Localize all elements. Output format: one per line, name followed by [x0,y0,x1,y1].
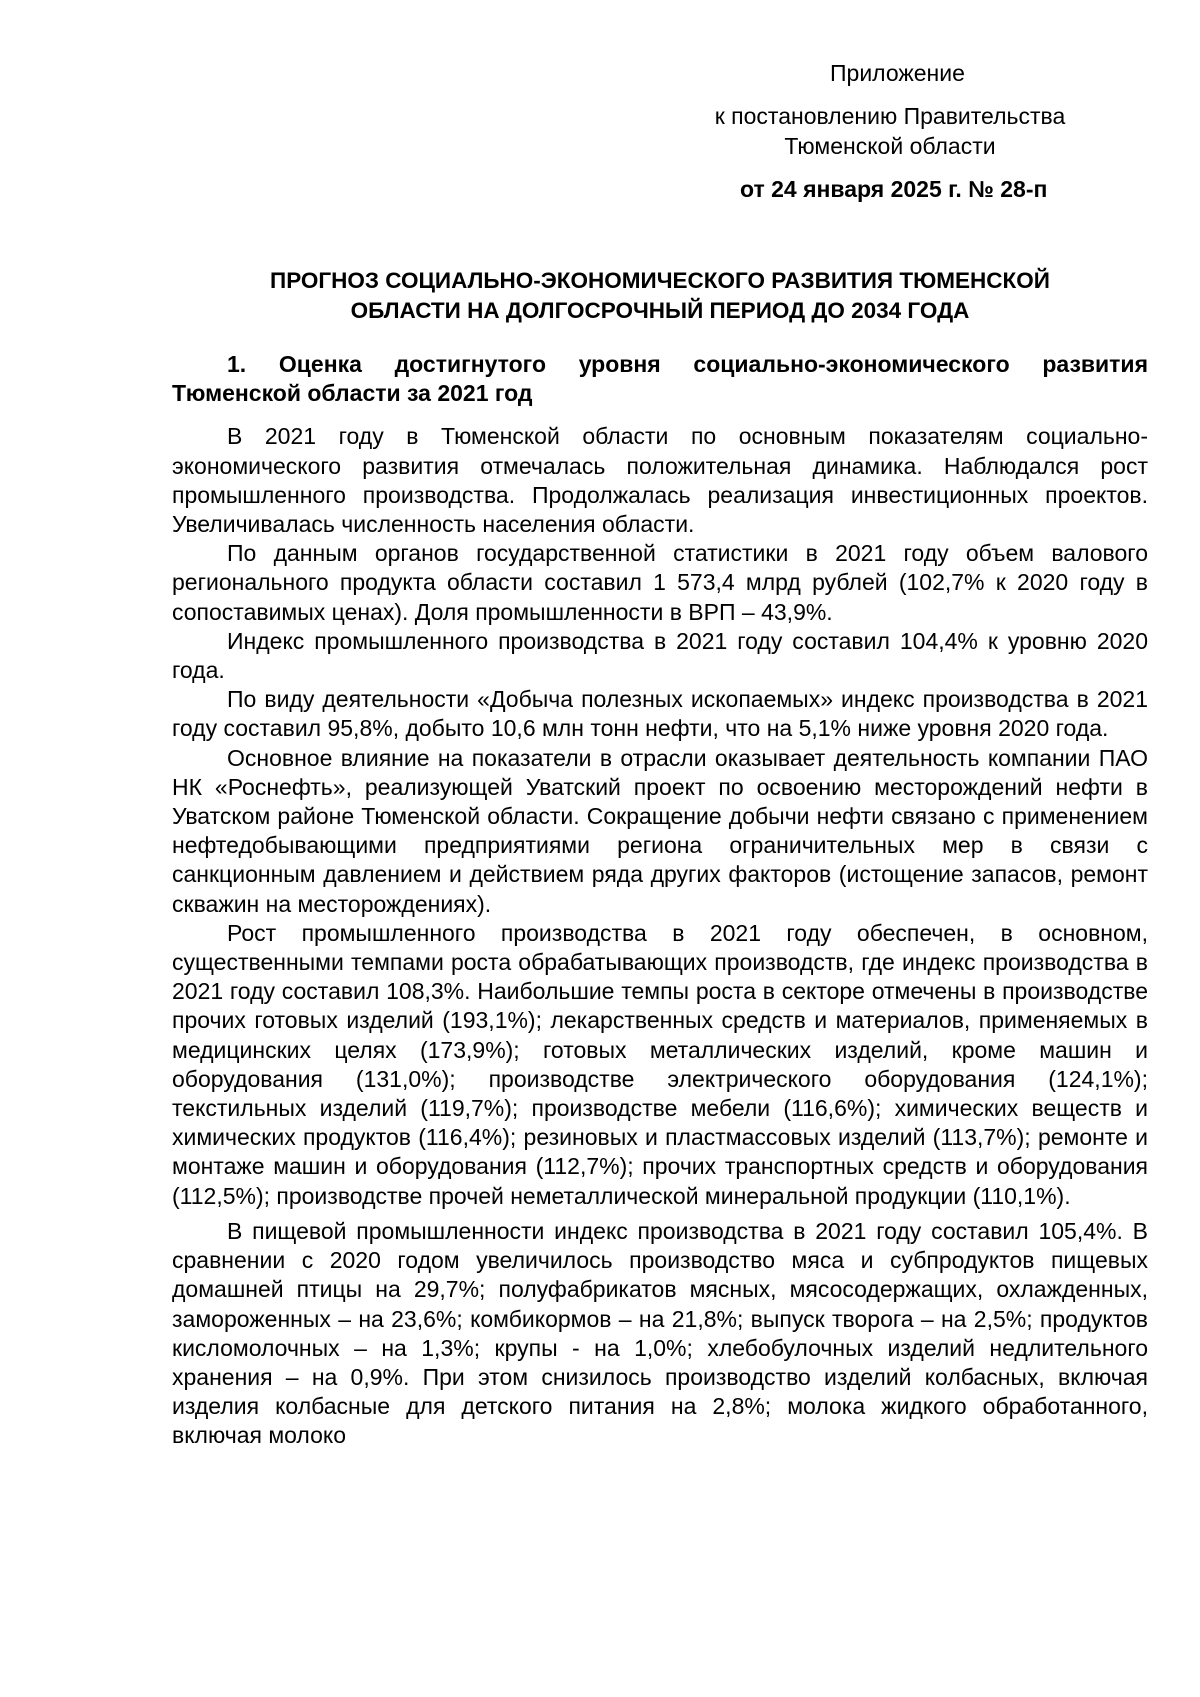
document-title [172,266,1148,326]
paragraph: Рост промышленного производства в 2021 году обеспечен, в основном, существенными темпами роста обрабатывающих производств, где индекс производства в 2021 году составил 108,3%. Наибольшие темпы роста в секторе отмечены в производстве прочих готовых изделий (193,1%); лекарственных средств и материалов, применяемых в медицинских целях (173,9%); готовых металлических изделий, кроме машин и оборудования (131,0%); производстве электрического оборудования (124,1%); текстильных изделий (119,7%); производстве мебели (116,6%); химических веществ и химических продуктов (116,4%); резиновых и пластмассовых изделий (113,7%); ремонте и монтаже машин и оборудования (112,7%); прочих транспортных средств и оборудования (112,5%); производстве прочей неметаллической минеральной продукции (110,1%). [172,919,1148,1209]
document-body [172,350,1148,1451]
paragraph: Индекс промышленного производства в 2021 году составил 104,4% к уровню 2020 года. [172,627,1148,684]
title-line-1: ПРОГНОЗ СОЦИАЛЬНО-ЭКОНОМИЧЕСКОГО РАЗВИТИЯ ТЮМЕНСКОЙ [270,268,1050,293]
paragraph: По данным органов государственной статистики в 2021 году объем валового регионального продукта области составил 1 573,4 млрд рублей (102,7% к 2020 году в сопоставимых ценах). Доля промышленности в ВРП – 43,9%. [172,540,1148,625]
decree-line-2: Тюменской области [784,133,996,159]
title-line-2: ОБЛАСТИ НА ДОЛГОСРОЧНЫЙ ПЕРИОД ДО 2034 ГОДА [350,298,970,323]
decree-line-1: к постановлению Правительства [714,103,1066,129]
paragraph: В 2021 году в Тюменской области по основным показателям социально-экономического развития отмечалась положительная динамика. Наблюдался рост промышленного производства. Продолжалась реализация инвестиционных проектов. Увеличивалась численность населения области. [172,423,1148,538]
decree-reference [700,101,1080,161]
paragraph: Основное влияние на показатели в отрасли оказывает деятельность компании ПАО НК «Роснефть», реализующей Уватский проект по освоению месторождений нефти в Уватском районе Тюменской области. Сокращение добычи нефти связано с применением нефтедобывающими предприятиями региона ограничительных мер в связи с санкционным давлением и действием ряда других факторов (истощение запасов, ремонт скважин на месторождениях). [172,744,1148,917]
appendix-header [700,58,1120,204]
paragraph: В пищевой промышленности индекс производства в 2021 году составил 105,4%. В сравнении с 2020 годом увеличилось производство мяса и субпродуктов пищевых домашней птицы на 29,7%; полуфабрикатов мясных, мясосодержащих, охлажденных, замороженных – на 23,6%; комбикормов – на 21,8%; выпуск творога – на 2,5%; продуктов кисломолочных – на 1,3%; крупы - на 1,0%; хлебобулочных изделий недлительного хранения – на 0,9%. При этом снизилось производство изделий колбасных, включая изделия колбасные для детского питания на 2,8%; молока жидкого обработанного, включая молоко [172,1217,1148,1449]
paragraph: По виду деятельности «Добыча полезных ископаемых» индекс производства в 2021 году составил 95,8%, добыто 10,6 млн тонн нефти, что на 5,1% ниже уровня 2020 года. [172,686,1148,742]
decree-date-number: от 24 января 2025 г. № 28-п [740,176,1048,202]
section-heading: 1. Оценка достигнутого уровня социально-экономического развития Тюменской области за 2021 год [172,351,1148,407]
appendix-label: Приложение [830,60,965,86]
